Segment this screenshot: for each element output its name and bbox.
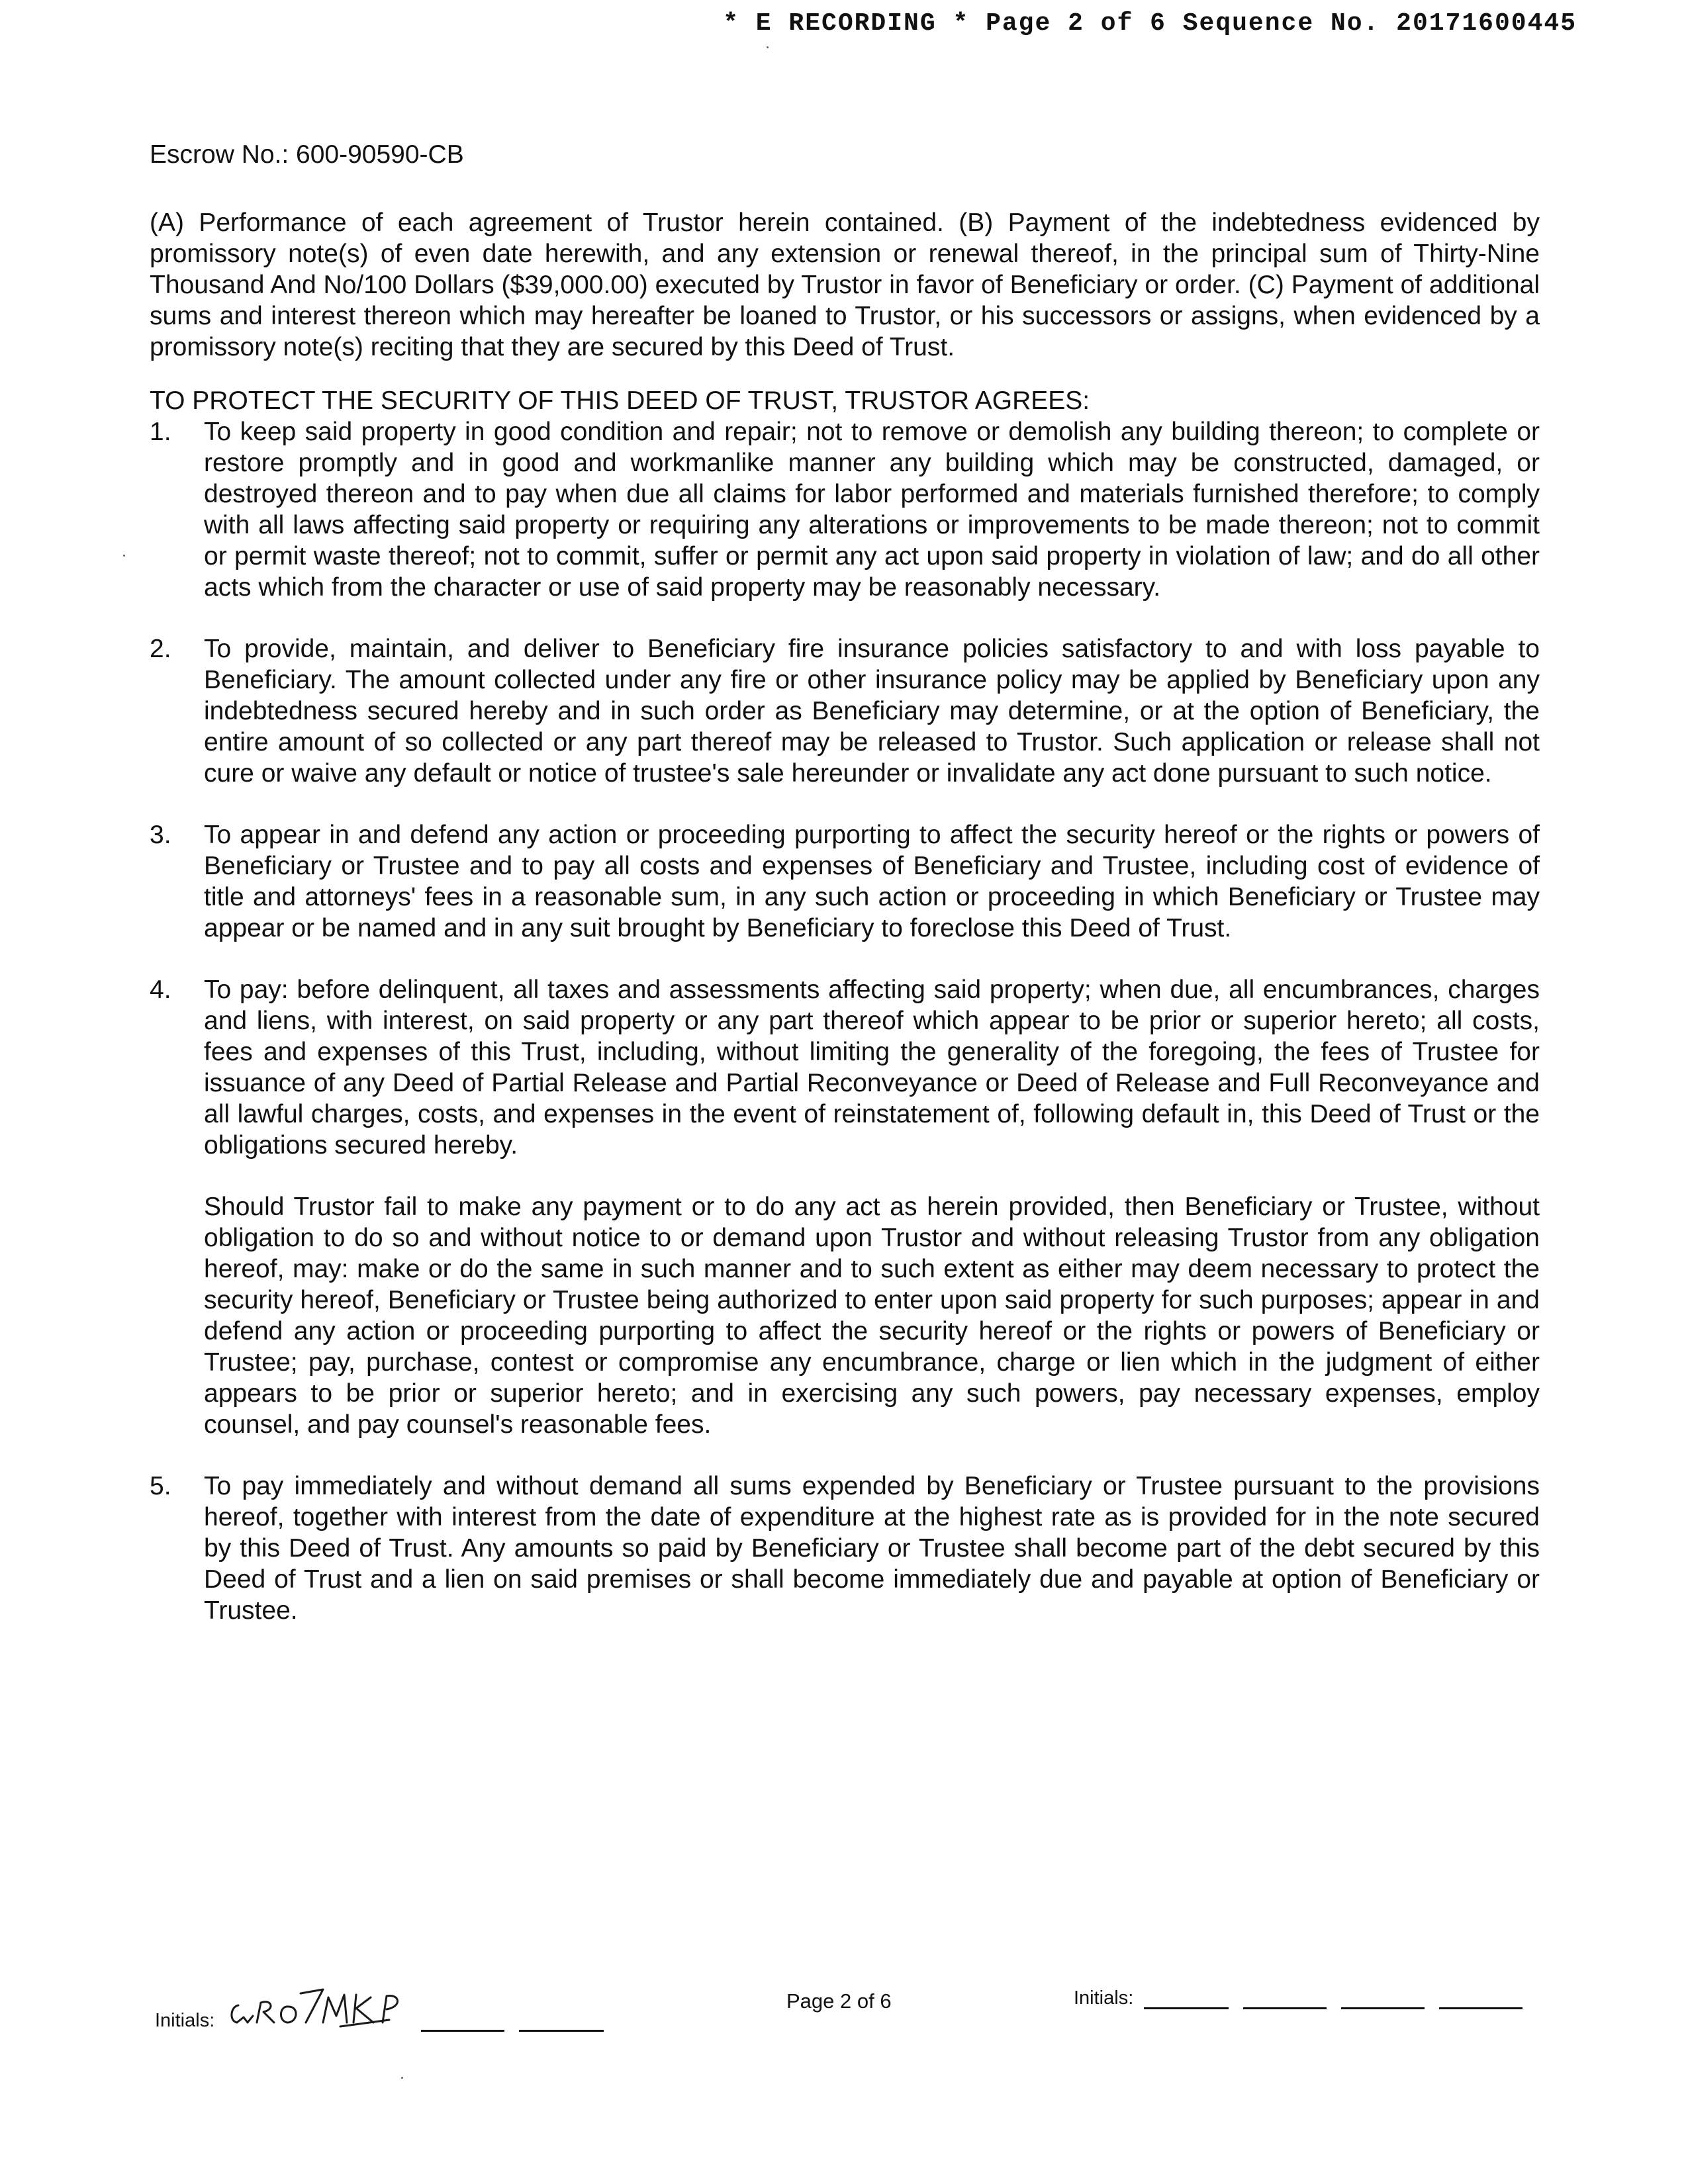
- initials-right: [1074, 1987, 1523, 2009]
- section-heading: TO PROTECT THE SECURITY OF THIS DEED OF TRUST, TRUSTOR AGREES:: [150, 387, 1090, 415]
- escrow-number: Escrow No.: 600-90590-CB: [150, 140, 464, 169]
- agreement-item: [150, 819, 1540, 944]
- agreement-item: [150, 416, 1540, 603]
- initials-blank[interactable]: [1341, 1987, 1425, 2009]
- initials-left: [155, 1979, 604, 2032]
- agreement-item: [150, 974, 1540, 1440]
- item-number: 3.: [150, 821, 171, 849]
- initials-blank[interactable]: [1144, 1987, 1229, 2009]
- handwritten-initials-signature: [224, 1979, 416, 2032]
- item-continuation-text: Should Trustor fail to make any payment or to do any act as herein provided, then Beneficiary or Trustee, without obligation to do so and without notice to or demand upon Trustor and without releasing Trustor from any obligation hereof, may: make or do the same in such manner and to such extent as either may deem necessary to protect the security hereof, Beneficiary or Trustee being authorized to enter upon said property for such purposes; appear in and defend any action or proceeding purporting to affect the security hereof or the rights or powers of Beneficiary or Trustee; pay, purchase, contest or compromise any encumbrance, charge or lien which in the judgment of either appears to be prior or superior hereto; and in exercising any such powers, pay necessary expenses, employ counsel, and pay counsel's reasonable fees.: [204, 1193, 1540, 1439]
- scan-speck: [123, 555, 125, 557]
- intro-paragraph: (A) Performance of each agreement of Trustor herein contained. (B) Payment of the indebtedness evidenced by promissory note(s) of even date herewith, and any extension or renewal thereof, in the principal sum of Thirty-Nine Thousand And No/100 Dollars ($39,000.00) executed by Trustor in favor of Beneficiary or order. (C) Payment of additional sums and interest thereon which may hereafter be loaned to Trustor, or his successors or assigns, when evidenced by a promissory note(s) reciting that they are secured by this Deed of Trust.: [150, 208, 1540, 361]
- item-text: To pay: before delinquent, all taxes and assessments affecting said property; when due, all encumbrances, charges and liens, with interest, on said property or any part thereof which appear to be prior or superior hereto; all costs, fees and expenses of this Trust, including, without limiting the generality of the foregoing, the fees of Trustee for issuance of any Deed of Partial Release and Partial Reconveyance or Deed of Release and Full Reconveyance and all lawful charges, costs, and expenses in the event of reinstatement of, following default in, this Deed of Trust or the obligations secured hereby.: [204, 976, 1540, 1160]
- initials-label: Initials:: [1074, 1987, 1134, 2009]
- agreement-item: [150, 1471, 1540, 1626]
- initials-blank[interactable]: [1243, 1987, 1327, 2009]
- initials-blank[interactable]: [421, 2010, 504, 2032]
- document-body: [150, 139, 1540, 1657]
- item-text: To provide, maintain, and deliver to Beneficiary fire insurance policies satisfactory to and with loss payable to Beneficiary. The amount collected under any fire or other insurance policy may be applied by Beneficiary upon any indebtedness secured hereby and in such order as Beneficiary may determine, or at the option of Beneficiary, the entire amount of so collected or any part thereof may be released to Trustor. Such application or release shall not cure or waive any default or notice of trustee's sale hereunder or invalidate any act done pursuant to such notice.: [204, 635, 1540, 788]
- item-text: To appear in and defend any action or proceeding purporting to affect the security hereof or the rights or powers of Beneficiary or Trustee and to pay all costs and expenses of Beneficiary and Trustee, including cost of evidence of title and attorneys' fees in a reasonable sum, in any such action or proceeding in which Beneficiary or Trustee may appear or be named and in any suit brought by Beneficiary to foreclose this Deed of Trust.: [204, 821, 1540, 942]
- agreement-list: [150, 416, 1540, 1626]
- item-text: To pay immediately and without demand all sums expended by Beneficiary or Trustee pursuant to the provisions hereof, together with interest from the date of expenditure at the highest rate as is provided for in the note secured by this Deed of Trust. Any amounts so paid by Beneficiary or Trustee shall become part of the debt secured by this Deed of Trust and a lien on said premises or shall become immediately due and payable at option of Beneficiary or Trustee.: [204, 1472, 1540, 1625]
- initials-blank[interactable]: [1439, 1987, 1523, 2009]
- item-text: To keep said property in good condition and repair; not to remove or demolish any building thereon; to complete or restore promptly and in good and workmanlike manner any building which may be constructed, damaged, or destroyed thereon and to pay when due all claims for labor performed and materials furnished therefore; to comply with all laws affecting said property or requiring any alterations or improvements to be made thereon; not to commit or permit waste thereof; not to commit, suffer or permit any act upon said property in violation of law; and do all other acts which from the character or use of said property may be reasonably necessary.: [204, 418, 1540, 602]
- item-number: 4.: [150, 976, 171, 1004]
- initials-blank[interactable]: [519, 2010, 604, 2032]
- page-number: Page 2 of 6: [786, 1989, 892, 2013]
- recording-header: * E RECORDING * Page 2 of 6 Sequence No. 20171600445: [723, 9, 1577, 38]
- agreement-item: [150, 633, 1540, 789]
- item-number: 2.: [150, 635, 171, 663]
- scan-speck: [401, 2077, 403, 2079]
- scan-speck: [767, 46, 769, 48]
- item-number: 5.: [150, 1472, 171, 1500]
- initials-label: Initials:: [155, 2010, 215, 2031]
- item-number: 1.: [150, 418, 171, 446]
